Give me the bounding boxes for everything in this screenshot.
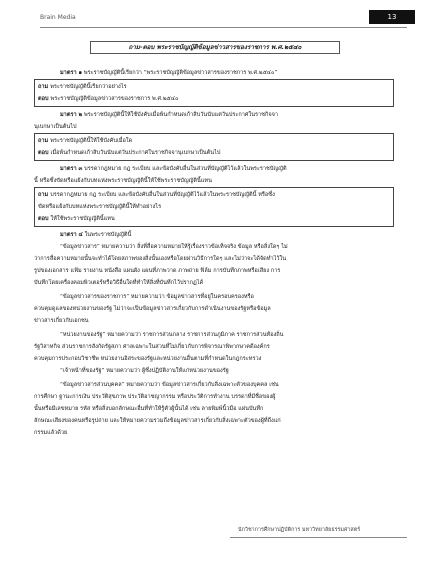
question-label: ถาม [38, 138, 49, 144]
section-1-text [34, 67, 394, 79]
definition-information-2: ว่าการสื่อความหมายนั้นจะทำได้โดยสภาพของสิ่งนั้นเองหรือโดยผ่านวิธีการใดๆ และไม่ว่าจะได้จัดทำไว้ใน [34, 256, 287, 262]
definition-information-1: “ข้อมูลข่าวสาร” หมายความว่า สิ่งที่สื่อความหมายให้รู้เรื่องราวข้อเท็จจริง ข้อมูล หรือสิ่งใดๆ ไม่ [60, 244, 288, 250]
question-1 [38, 81, 389, 93]
section-4-body: ในพระราชบัญญัตินี้ [84, 232, 132, 238]
definition-personal-info-2: การศึกษา ฐานะการเงิน ประวัติสุขภาพ ประวัติอาชญากรรม หรือประวัติการทำงาน บรรดาที่มีชื่อของผู้ [34, 394, 276, 400]
qa-box-1 [34, 79, 394, 107]
answer-text: เมื่อพ้นกำหนดเก้าสิบวันนับแต่วันประกาศในราชกิจจานุเบกษาเป็นต้นไป [50, 150, 221, 156]
section-4-text [34, 229, 394, 241]
footer-author: นักวิชาการศึกษาปฏิบัติการ มหาวิทยาลัยธรรมศาสตร์ [238, 527, 361, 533]
section-1-body: พระราชบัญญัตินี้เรียกว่า “พระราชบัญญัติข้อมูลข่าวสารของราชการ พ.ศ.๒๕๔๐” [83, 70, 278, 76]
section-3-body-1: บรรดากฎหมาย กฎ ระเบียบ และข้อบังคับอื่นในส่วนที่บัญญัติไว้แล้วในพระราชบัญญัติ [84, 166, 287, 172]
question-3-cont: ขัดหรือแย้งกับบทแห่งพระราชบัญญัตินี้ให้ทำอย่างไร [38, 204, 162, 210]
definition-state-official: “เจ้าหน้าที่ของรัฐ” หมายความว่า ผู้ซึ่งปฏิบัติงานให้แก่หน่วยงานของรัฐ [60, 368, 229, 374]
answer-text: พระราชบัญญัติข้อมูลข่าวสารของราชการ พ.ศ.๒๕๔๐ [50, 96, 179, 102]
question-2 [38, 135, 389, 147]
definition-information-4: บันทึกโดยเครื่องคอมพิวเตอร์หรือวิธีอื่นใดที่ทำให้สิ่งที่บันทึกไว้ปรากฏได้ [34, 280, 204, 286]
question-text: พระราชบัญญัตินี้ให้ใช้บังคับเมื่อใด [50, 138, 133, 144]
question-label: ถาม [38, 192, 49, 198]
definition-personal-info-4: ลักษณะเสียงของคนหรือรูปถ่าย และให้หมายความรวมถึงข้อมูลข่าวสารเกี่ยวกับสิ่งเฉพาะตัวของผู้ที่ถึงแก่ [34, 418, 281, 424]
answer-2 [38, 147, 389, 159]
answer-label: ตอบ [38, 150, 49, 156]
qa-box-3 [34, 187, 394, 227]
definition-official-info-2: ควบคุมดูแลของหน่วยงานของรัฐ ไม่ว่าจะเป็นข้อมูลข่าวสารเกี่ยวกับการดำเนินงานของรัฐหรือข้อมูล [34, 306, 271, 312]
question-text-1: บรรดากฎหมาย กฎ ระเบียบ และข้อบังคับอื่นในส่วนที่บัญญัติไว้แล้วในพระราชบัญญัตินี้ หรือซึ่ง [50, 192, 275, 198]
definition-official-info-1: “ข้อมูลข่าวสารของราชการ” หมายความว่า ข้อมูลข่าวสารที่อยู่ในครอบครองหรือ [60, 294, 254, 300]
section-2-text-cont: นุเบกษาเป็นต้นไป [34, 124, 77, 130]
question-text: พระราชบัญญัตินี้เรียกว่าอย่างไร [50, 84, 127, 90]
answer-3 [38, 213, 389, 225]
definition-state-agency-2: รัฐวิสาหกิจ ส่วนราชการสังกัดรัฐสภา ศาลเฉพาะในส่วนที่ไม่เกี่ยวกับการพิจารณาพิพากษาคดีองค์กร [34, 344, 270, 350]
definition-personal-info-1: “ข้อมูลข่าวสารส่วนบุคคล” หมายความว่า ข้อมูลข่าวสารเกี่ยวกับสิ่งเฉพาะตัวของบุคคล เช่น [60, 382, 279, 388]
definition-personal-info-3: นั้นหรือมีเลขหมาย รหัส หรือสิ่งบอกลักษณะอื่นที่ทำให้รู้ตัวผู้นั้นได้ เช่น ลายพิมพ์นิ้วมือ แผ่นบันทึก [34, 406, 264, 412]
header-divider [40, 27, 407, 28]
question-label: ถาม [38, 84, 49, 90]
definition-information-3: รูปของเอกสาร แฟ้ม รายงาน หนังสือ แผนผัง แผนที่ภาพวาด ภาพถ่าย ฟิล์ม การบันทึกภาพหรือเสียง การ [34, 268, 281, 274]
section-3-text [34, 163, 394, 175]
answer-label: ตอบ [38, 216, 49, 222]
brand-name: Brain Media [40, 14, 76, 21]
qa-box-2 [34, 133, 394, 161]
definition-state-agency-3: ควบคุมการประกอบวิชาชีพ หน่วยงานอิสระของรัฐและหน่วยงานอื่นตามที่กำหนดในกฎกระทรวง [34, 356, 262, 362]
answer-text: ให้ใช้พระราชบัญญัตินี้แทน [50, 216, 115, 222]
section-3-label: มาตรา ๓ [60, 166, 83, 172]
section-1-label: มาตรา ๑ [60, 70, 83, 76]
question-3 [38, 189, 389, 201]
answer-1 [38, 93, 389, 105]
document-body [34, 67, 394, 439]
answer-label: ตอบ [38, 96, 49, 102]
section-2-label: มาตรา ๒ [60, 112, 83, 118]
definition-personal-info-5: กรรมแล้วด้วย [34, 430, 68, 436]
document-title: ถาม-ตอบ พระราชบัญญัติข้อมูลข่าวสารของราชการ พ.ศ.๒๕๔๐ [90, 41, 340, 54]
section-2-text [34, 109, 394, 121]
definition-state-agency-1: “หน่วยงานของรัฐ” หมายความว่า ราชการส่วนกลาง ราชการส่วนภูมิภาค ราชการส่วนท้องถิ่น [60, 332, 284, 338]
section-4-label: มาตรา ๔ [60, 232, 83, 238]
footer-divider [230, 537, 407, 538]
section-3-text-cont: นี้ หรือซึ่งขัดหรือแย้งกับบทแห่งพระราชบัญญัตินี้ให้ใช้พระราชบัญญัตินี้แทน [34, 178, 212, 184]
page-number-badge: 13 [369, 10, 415, 24]
section-2-body-1: พระราชบัญญัตินี้ให้ใช้บังคับเมื่อพ้นกำหนดเก้าสิบวันนับแต่วันประกาศในราชกิจจา [84, 112, 279, 118]
definition-official-info-3: ข่าวสารเกี่ยวกับเอกชน [34, 318, 89, 324]
